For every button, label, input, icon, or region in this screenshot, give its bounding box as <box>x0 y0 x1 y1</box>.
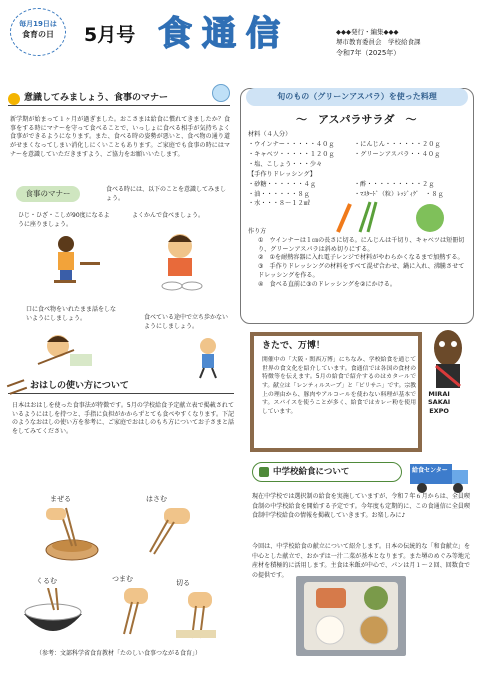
expo-heading: きたで、万博！ <box>262 341 325 351</box>
servings-label: 材料（４人分） <box>248 131 292 138</box>
junior-text-1: 現在中学校では選択制の給食を実施していますが、令和７年６月からは、全員喫食制の中学校給食を開始する予定です。今年度も定期的に、この食通信に全員喫食制中学校給食の情報を掲載していきます。お楽しみに♪ <box>252 493 470 520</box>
chopsticks-intro: 日本はおはしを使った食事法が特徴です。5月の学校給食予定献立表で掲載されているようにはしを持つと、手指に負担がかからずとても食べやすくなります。下記のようなおはしの使い方を参考に、ご家庭でおはしのもち方についてお子さまと話をしてみてください。 <box>12 402 234 436</box>
ingredient-line: ・グリーンアスパラ・・４０ｇ <box>354 150 441 158</box>
chopsticks-icon <box>7 379 27 395</box>
sun-icon <box>8 93 20 105</box>
publisher-org: 堺市教育委員会 学校給食課 <box>336 37 421 46</box>
manners-intro: 新学期が始まって１ヶ月が過ぎました。おこさまは給食に慣れてきましたか？食事をする時にマナーを守って食べることで、いっしょに食べる相手が気持ちよく食事ができるようになります。また、食べる時の姿勢が悪いと、食べ物の通り道がせまくなってしまい消化しにくいこともあります。ご家庭でも食事の時にはマナーを意識していただきますよう、ご協力をお願いいたします。 <box>10 116 230 158</box>
shokuiku-day-badge <box>10 8 66 56</box>
asparagus-banner: 旬のもの（グリーンアスパラ）を使った料理 <box>246 88 468 106</box>
posture-illustration <box>40 234 102 294</box>
tip-no-talking: 口に食べ物をいれたまま話をしないようにしましょう。 <box>26 306 117 322</box>
dressing-line: ・砂糖・・・・・・４ｇ <box>248 180 317 188</box>
ingredient-line: ・塩、こしょう・・・少々 <box>248 160 323 168</box>
chewing-illustration <box>150 230 210 294</box>
junior-text-2: 今回は、中学校給食の献立について紹介します。日本の伝統的な「和食献立」を中心とした献立で、おかずは一汁二菜が基本となります。また堺のめぐみ等地元産材を積極的に活用します。主食は米飯が中心で、パンは月１～２回、回数食での提供です。 <box>252 543 470 579</box>
issue-date: 令和7年（2025年） <box>336 48 401 57</box>
manners-label-note: 食べる時には、以下のことを意識してみましょう。 <box>106 186 227 202</box>
dish-name: ～ アスパラサラダ ～ <box>296 113 417 126</box>
pinch-illustration <box>138 504 202 560</box>
school-icon <box>259 467 269 477</box>
wrap-rice-illustration <box>18 588 88 640</box>
ingredient-line: ・にんじん・・・・・・２０ｇ <box>354 140 441 148</box>
mascot-face-icon <box>212 84 230 102</box>
expo-mascot-illustration <box>426 326 470 390</box>
dressing-line: ・ﾏｽﾀｰﾄﾞ（粒）ﾚｯｼﾞｨｸﾞ ・８ｇ <box>354 190 444 198</box>
tip-no-walking: 食べている途中で立ち歩かないようにしましょう。 <box>144 314 229 330</box>
method-pick-label: つまむ <box>112 575 133 583</box>
expo-text: 開催中の「大阪・関西万博」にちなみ、学校給食を通じて世界の食文化を紹介しています。食通信では各国の食材の特徴等を伝えます。5月の給食で紹介するのはカタールです。献立は「レンティルスープ」と「ピリサニ」です。宗教上の理由から、豚肉やアルコールを使わない料理が基本です。スパイスを使うことが多く、給食ではカレー粉を使用しています。 <box>262 357 416 416</box>
tip-posture: ひじ・ひざ・こしが90度になるように座りましょう。 <box>18 212 110 228</box>
ingredients-block <box>248 130 470 209</box>
ingredient-line: ・ウインナー・・・・・４０ｇ <box>248 140 335 148</box>
issue-month: 5月号 <box>84 24 136 46</box>
method-cut-label: 切る <box>176 579 190 587</box>
step-4: ④ 食べる直前に③のドレッシングを②にかける。 <box>258 280 396 288</box>
chopsticks-source: （参考：文部科学省食育教材「たのしい食事つながる食育」） <box>36 650 202 657</box>
dressing-heading: 【手作りドレッシング】 <box>248 170 316 178</box>
walking-illustration <box>186 336 230 380</box>
badge-line2: 食育の日 <box>22 30 54 40</box>
pick-illustration <box>110 586 160 638</box>
manners-heading: 意識してみましょう、食事のマナー <box>8 92 230 106</box>
step-2: ② ①を耐熱容器に入れ電子レンジで材料がやわらかくなるまで加熱する。 <box>258 254 464 262</box>
publisher-block <box>336 28 421 58</box>
method-wrap-label: くるむ <box>36 577 57 585</box>
expo-mascot-caption: MIRAI SAKAI EXPO <box>428 390 451 415</box>
title-char-2: 通 <box>202 14 242 54</box>
dressing-line: ・水・・・８～１２㎖ <box>248 200 310 208</box>
talking-illustration <box>30 330 100 370</box>
badge-line1: 毎月19日は <box>19 20 57 28</box>
method-pinch-label: はさむ <box>146 495 167 503</box>
title-char-1: 食 <box>158 14 198 54</box>
chopsticks-heading: おはしの使い方について <box>8 380 234 394</box>
expo-frame <box>250 332 422 452</box>
title-char-3: 信 <box>246 14 286 54</box>
dressing-line: ・油・・・・・・８ｇ <box>248 190 310 198</box>
newsletter-title <box>158 10 286 59</box>
manners-label: 食事のマナー <box>16 186 80 202</box>
dressing-line: ・酢・・・・・・・・・２ｇ <box>354 180 435 188</box>
step-3: ③ 手作りドレッシングの材料をすべて混ぜ合わせ、鍋に入れ、沸騰させてドレッシングを作る。 <box>258 263 465 280</box>
truck-label: 給食センター <box>412 467 448 474</box>
lunch-truck-illustration <box>408 460 472 494</box>
method-mix-label: まぜる <box>50 495 71 503</box>
steps-heading: 作り方 <box>248 228 267 235</box>
lunch-tray-photo <box>296 576 406 656</box>
ingredient-line: ・キャベツ・・・・・１２０ｇ <box>248 150 335 158</box>
publisher-line: ◆◆◆発行・編集◆◆◆ <box>336 28 399 36</box>
step-1: ① ウインナーは１㎝の長さに切る。にんじんは千切り、キャベツは短冊切り、グリーンアスパラは斜め切りにする。 <box>258 236 465 253</box>
mix-natto-illustration <box>42 506 104 562</box>
steps-block <box>248 228 470 290</box>
tip-chew: よくかんで食べましょう。 <box>132 212 205 219</box>
cut-illustration <box>170 590 222 642</box>
junior-heading: 中学校給食について <box>252 462 402 482</box>
